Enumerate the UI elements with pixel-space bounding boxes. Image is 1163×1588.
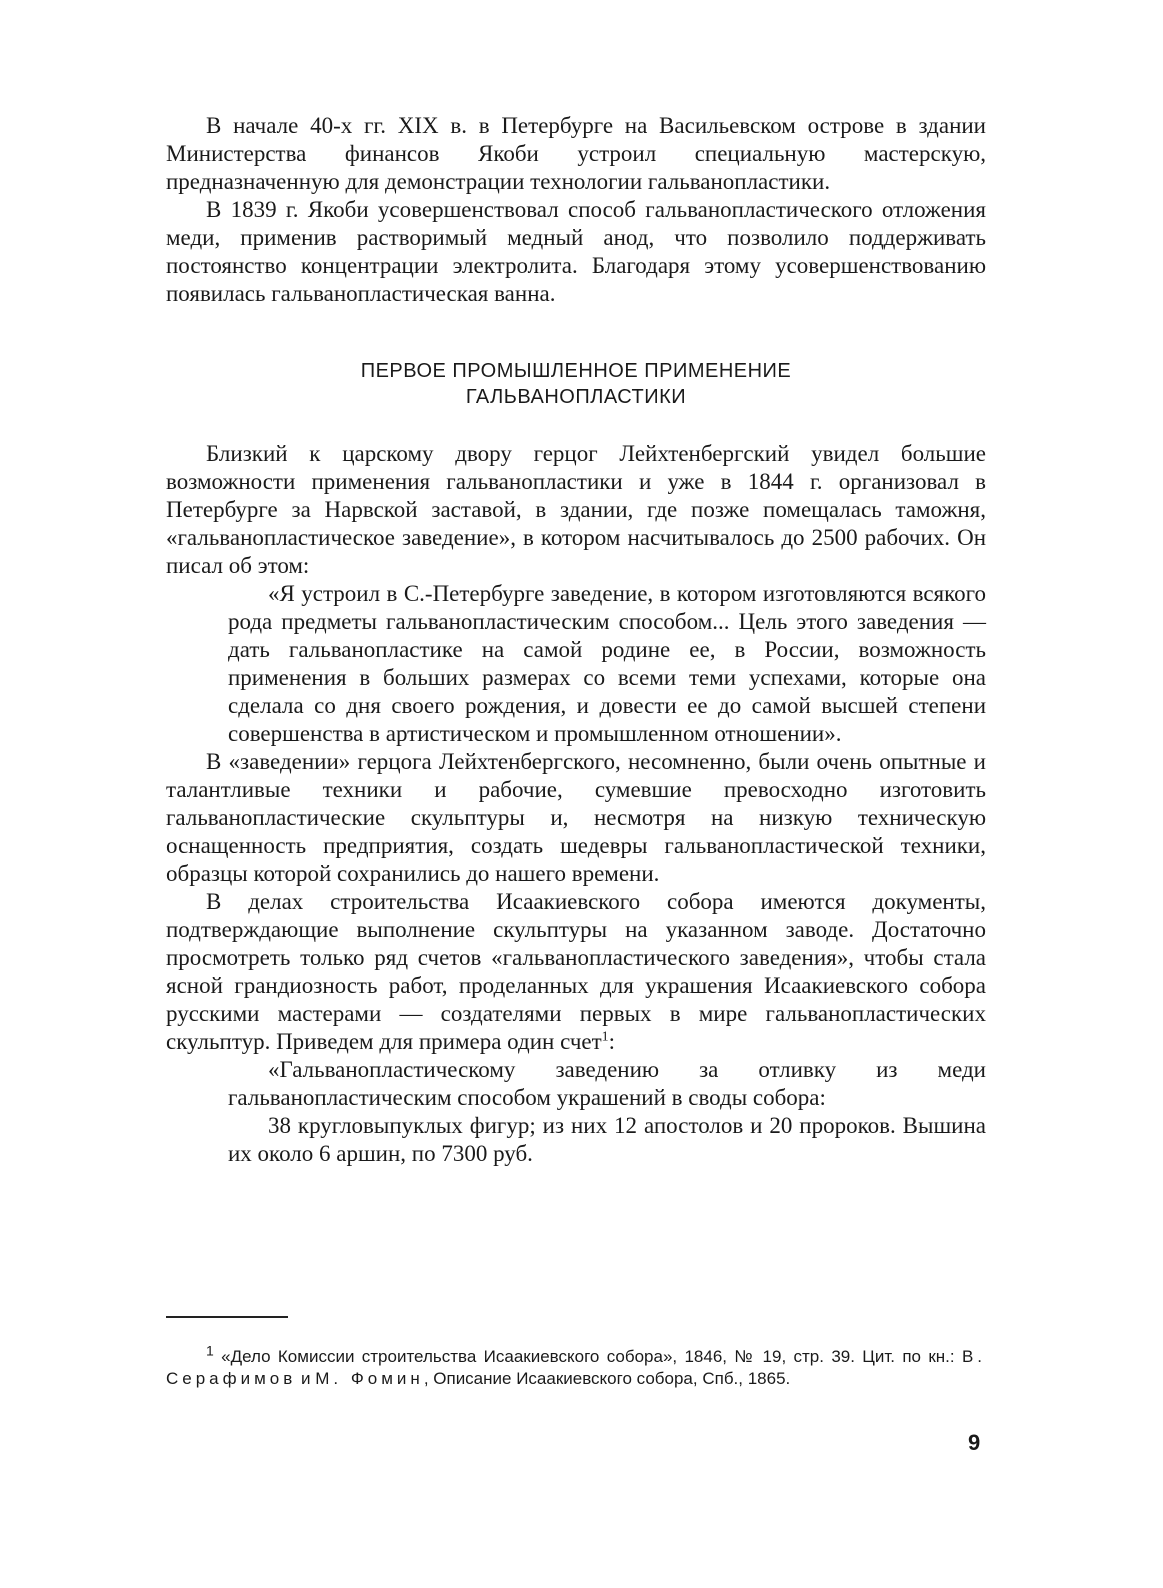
paragraph-masters: В «заведении» герцога Лейхтенбергского, несомненно, были очень опытные и талантливые техники и рабочие, сумевшие превосходно изготовить гальванопластические скульптуры и, несмотря на низкую техническую оснащенность предприятия, создать шедевры гальванопластической техники, образцы которой сохранились до нашего времени. (166, 749, 986, 886)
paragraph-jacobi-anode: В 1839 г. Якоби усовершенствовал способ гальванопластического отложения меди, применив растворимый медный анод, что позволило поддерживать постоянство концентрации электролита. Благодаря этому усовершенствованию появилась гальванопластическая ванна. (166, 197, 986, 306)
footnote-reference: 1 (601, 1029, 609, 1045)
page-body (166, 112, 986, 1168)
paragraph-jacobi-workshop: В начале 40-х гг. XIX в. в Петербурге на Васильевском острове в здании Министерства финансов Якоби устроил специальную мастерскую, предназначенную для демонстрации технологии гальванопластики. (166, 113, 986, 194)
quote-invoice-1: «Гальванопластическому заведению за отливку из меди гальванопластическим способом украшений в своды собора: (228, 1057, 986, 1110)
paragraph-isaac-end: : (608, 1029, 616, 1054)
quote-invoice-2: 38 кругловыпуклых фигур; из них 12 апостолов и 20 пророков. Вышина их около 6 аршин, по 7300 руб. (228, 1113, 986, 1166)
footnote-conj: и (296, 1369, 316, 1388)
paragraph-isaac-text: В делах строительства Исаакиевского собора имеются документы, подтверждающие выполнение скульптуры на указанном заводе. Достаточно просмотреть только ряд счетов «гальванопластического заведения», чтобы стала ясной грандиозность работ, проделанных для украшения Исаакиевского собора русскими мастерами — создателями первых в мире гальванопластических скульптур. Приведем для примера один счет (166, 889, 986, 1054)
footnote-marker: 1 (206, 1342, 214, 1359)
footnote-separator (166, 1316, 288, 1318)
section-title-line-2: ГАЛЬВАНОПЛАСТИКИ (465, 386, 687, 408)
footnote-author-2: М. Фомин (315, 1369, 424, 1388)
quote-leuchtenberg: «Я устроил в С.-Петербурге заведение, в котором изготовляются всякого рода предметы гальванопластическим способом... Цель этого заведения — дать гальванопластике на самой родине ее, в России, возможность применения в больших размерах со всеми теми успехами, которые она сделала со дня своего рождения, и довести ее до самой высшей степени совершенства в артистическом и промышленном отношении». (228, 581, 986, 746)
footnote-text-b: , Описание Исаакиевского собора, Спб., 1865. (423, 1369, 791, 1388)
footnote (166, 1342, 986, 1390)
paragraph-isaac (166, 888, 986, 1056)
paragraph-leuchtenberg: Близкий к царскому двору герцог Лейхтенбергский увидел большие возможности применения гальванопластики и уже в 1844 г. организовал в Петербурге за Нарвской заставой, в здании, где позже помещалась таможня, «гальванопластическое заведение», в котором насчитывалось до 2500 рабочих. Он писал об этом: (166, 441, 986, 578)
footnote-author-1: В. Серафимов (166, 1347, 986, 1388)
page-number: 9 (968, 1430, 981, 1455)
section-title-line-1: ПЕРВОЕ ПРОМЫШЛЕННОЕ ПРИМЕНЕНИЕ (360, 360, 792, 382)
section-title (166, 358, 986, 410)
footnote-text-a: «Дело Комиссии строительства Исаакиевского собора», 1846, № 19, стр. 39. Цит. по кн.: (221, 1347, 962, 1366)
